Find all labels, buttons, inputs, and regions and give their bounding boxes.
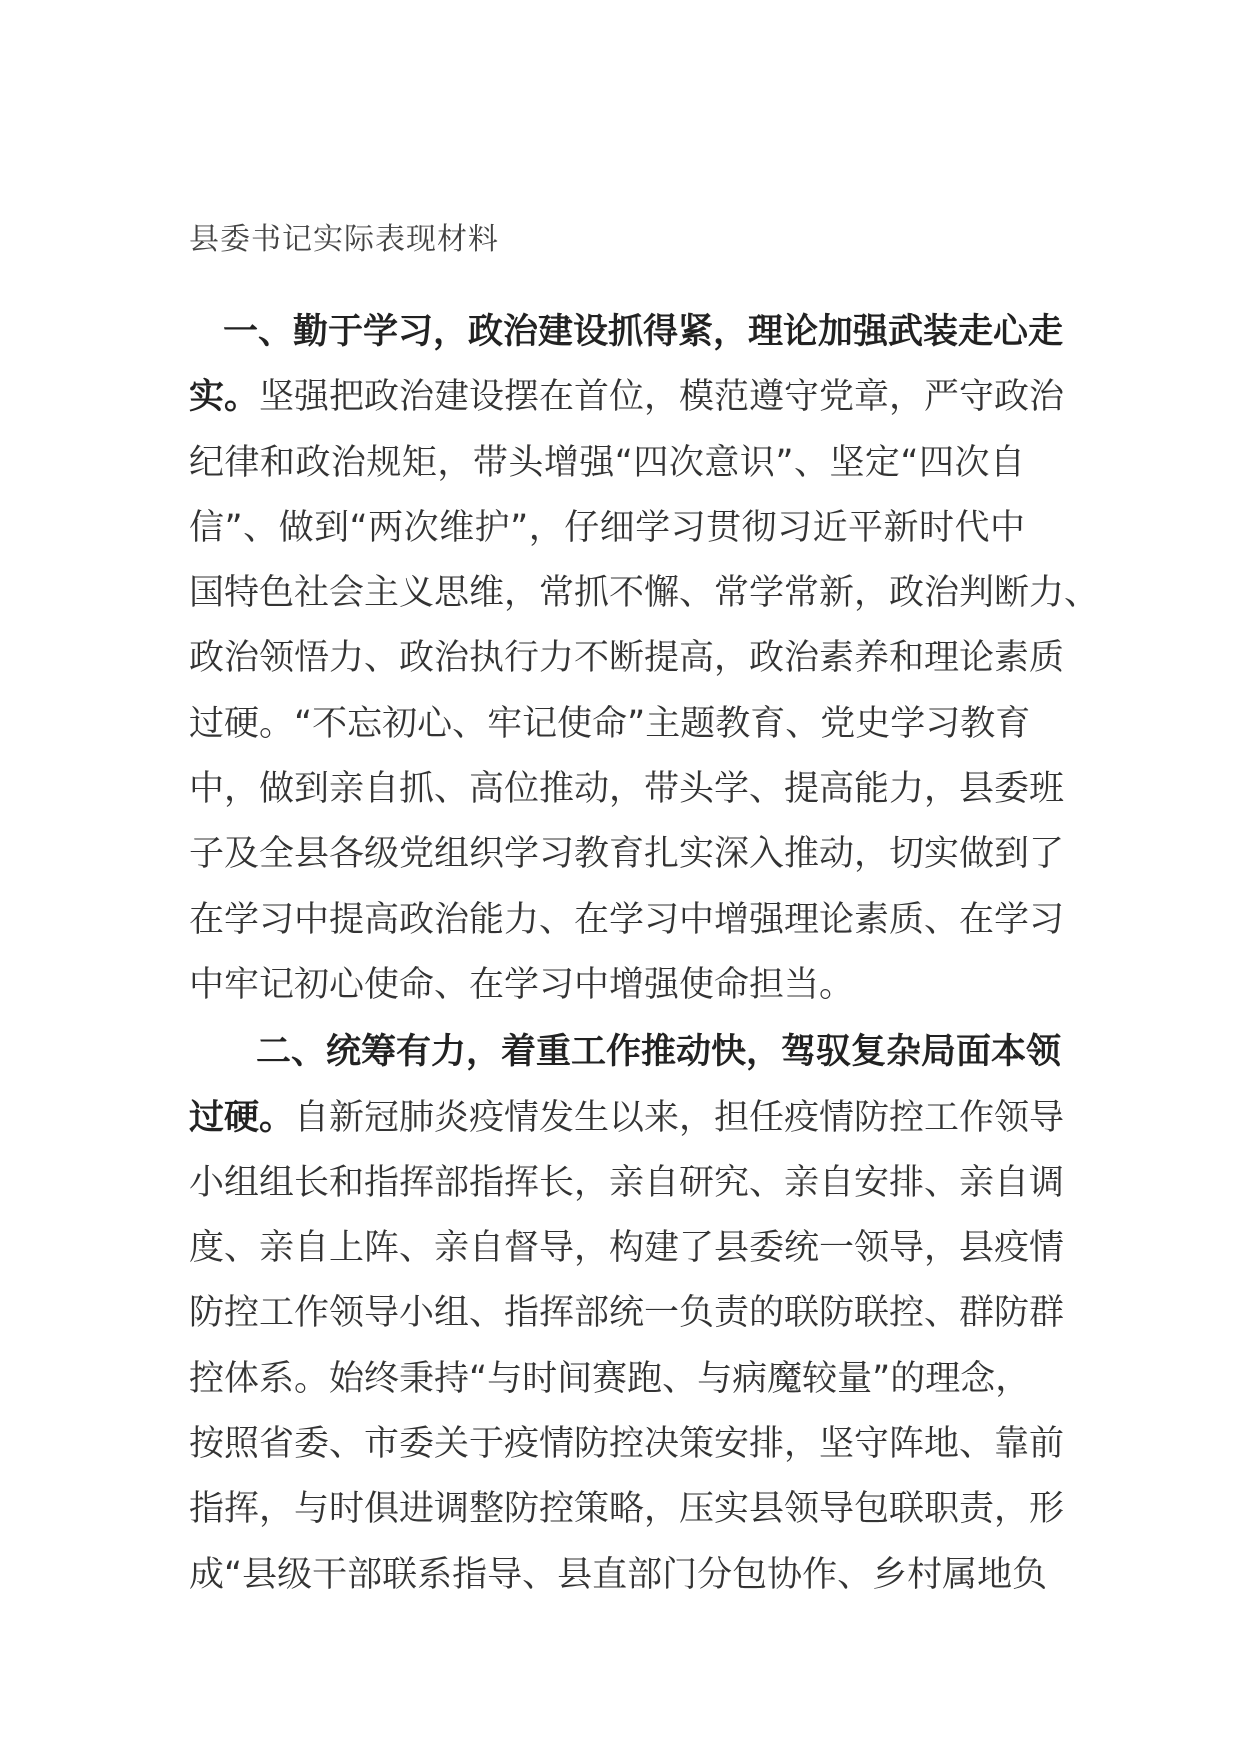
body-text: 小组组长和指挥部指挥长，亲自研究、亲自安排、亲自调 (189, 1162, 1065, 1203)
body-text: 子及全县各级党组织学习教育扎实深入推动，切实做到了 (189, 834, 1065, 875)
text-line (189, 1281, 1065, 1346)
body-text: 坚强把政治建设摆在首位，模范遵守党章，严守政治 (259, 377, 1065, 418)
text-line (189, 1151, 1065, 1216)
text-line (189, 365, 1065, 430)
body-text: 控体系。始终秉持“与时间赛跑、与病魔较量”的理念， (189, 1358, 1031, 1399)
document-body (189, 300, 1100, 1608)
body-text: 在学习中提高政治能力、在学习中增强理论素质、在学习 (189, 899, 1065, 940)
body-text: 指挥，与时俱进调整防控策略，压实县领导包联职责，形 (189, 1489, 1065, 1530)
document-title: 县委书记实际表现材料 (189, 222, 499, 257)
text-line (189, 1347, 1031, 1412)
section-heading: 一、勤于学习，政治建设抓得紧，理论加强武装走心走 (223, 312, 1064, 352)
body-text: 防控工作领导小组、指挥部统一负责的联防联控、群防群 (189, 1293, 1065, 1334)
section-heading: 过硬。 (189, 1097, 295, 1138)
body-text: 中，做到亲自抓、高位推动，带头学、提高能力，县委班 (189, 769, 1065, 810)
text-line (189, 626, 1065, 691)
text-line (189, 561, 1100, 626)
text-line (189, 1086, 1065, 1151)
text-line (189, 496, 1025, 561)
text-line (189, 1020, 1062, 1085)
text-line (189, 822, 1065, 887)
text-line (189, 1412, 1065, 1477)
text-line (189, 888, 1065, 953)
text-line (189, 431, 1025, 496)
body-text: 度、亲自上阵、亲自督导，构建了县委统一领导，县疫情 (189, 1228, 1065, 1269)
text-line (189, 757, 1065, 822)
section-heading: 实。 (189, 377, 260, 418)
body-text: 中牢记初心使命、在学习中增强使命担当。 (189, 964, 855, 1005)
section-heading: 二、统筹有力，着重工作推动快，驾驭复杂局面本领 (256, 1032, 1062, 1073)
text-line (189, 692, 1031, 757)
body-text: 成“县级干部联系指导、县直部门分包协作、乡村属地负 (189, 1554, 1048, 1595)
text-line (189, 1477, 1065, 1542)
body-text: 纪律和政治规矩，带头增强“四次意识”、坚定“四次自 (189, 442, 1025, 483)
body-text: 政治领悟力、政治执行力不断提高，政治素养和理论素质 (189, 638, 1065, 679)
body-text: 国特色社会主义思维，常抓不懈、常学常新，政治判断力、 (189, 573, 1100, 614)
text-line (189, 953, 1025, 1018)
body-text: 信”、做到“两次维护”，仔细学习贯彻习近平新时代中 (189, 507, 1025, 548)
body-text: 按照省委、市委关于疫情防控决策安排，坚守阵地、靠前 (189, 1424, 1065, 1465)
text-line (189, 1216, 1065, 1281)
text-line (189, 1543, 1048, 1608)
text-line (189, 300, 1064, 365)
body-text: 自新冠肺炎疫情发生以来，担任疫情防控工作领导 (294, 1097, 1065, 1138)
body-text: 过硬。“不忘初心、牢记使命”主题教育、党史学习教育 (189, 703, 1031, 744)
